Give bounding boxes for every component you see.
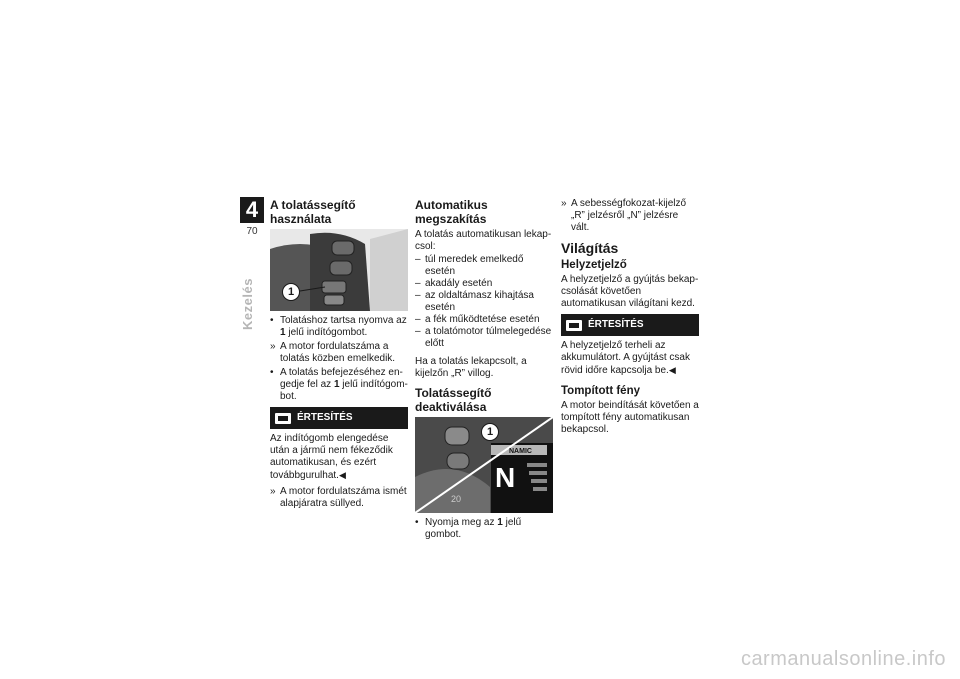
low-beam-text: A motor beindítását követően a tompított fény automatikusan bekapcsol. bbox=[561, 400, 699, 435]
list-item bbox=[415, 517, 553, 541]
list-item bbox=[270, 486, 408, 510]
display-mode-text: NAMIC bbox=[509, 448, 532, 455]
result-mark: » bbox=[270, 341, 276, 352]
section-heading-reverse-assist: A tolatássegítő használata bbox=[270, 198, 356, 226]
item-ref: 1 bbox=[497, 517, 503, 528]
watermark: carmanualsonline.info bbox=[740, 648, 946, 670]
figure-callout-1: 1 bbox=[282, 283, 300, 301]
item-text: Nyomja meg az bbox=[425, 517, 495, 528]
column-1 bbox=[270, 198, 408, 512]
speedo-number: 20 bbox=[451, 494, 462, 504]
list-item bbox=[270, 367, 408, 403]
subheading-position-light: Helyzetjelző bbox=[561, 259, 627, 271]
chapter-title: Kezelés bbox=[240, 278, 255, 330]
item-tail: jelű gombot. bbox=[425, 517, 522, 540]
gear-indicator: N bbox=[495, 462, 516, 493]
subheading-low-beam: Tompított fény bbox=[561, 385, 640, 397]
section-heading-auto-cutoff: Automatikus megszakítás bbox=[415, 198, 488, 226]
notice-title: ÉRTESÍTÉS bbox=[588, 319, 644, 330]
list-item: – a fék működtetése esetén bbox=[415, 314, 540, 325]
item-text: A motor fordulatszáma ismét alapjáratra süllyed. bbox=[280, 486, 407, 509]
item-tail: jelű indítógombot. bbox=[280, 379, 408, 402]
notice-bar bbox=[270, 407, 408, 429]
notice-text: Az indítógomb elengedése után a jármű nem fékeződik automatikusan, és ezért továbbgurulhat.◀ bbox=[270, 433, 393, 481]
item-text: Tolatáshoz tartsa nyomva az bbox=[280, 315, 407, 326]
instrument-figure bbox=[415, 417, 553, 513]
intro-text: A tolatás automatikusan lekapcsol: bbox=[415, 229, 552, 252]
list-item bbox=[561, 198, 699, 234]
section-heading-deactivation: Tolatássegítő deaktiválása bbox=[415, 386, 492, 414]
item-ref: 1 bbox=[280, 327, 286, 338]
blink-text: Ha a tolatás lekapcsolt, a kijelzőn „R” villog. bbox=[415, 356, 527, 379]
handlebar-switch-figure bbox=[270, 229, 408, 311]
list-item: – túl meredek emelkedő esetén bbox=[415, 254, 524, 277]
notice-text: A helyzetjelző terheli az akkumulátort. A gyújtást csak rövid időre kapcsolja be.◀ bbox=[561, 340, 690, 376]
list-item bbox=[270, 341, 408, 365]
chapter-number: 4 bbox=[240, 197, 264, 223]
bullet-mark: • bbox=[415, 517, 419, 528]
item-text: A sebességfokozat-kijelző „R” jelzésről „N” jelzésre vált. bbox=[571, 198, 687, 233]
column-3 bbox=[561, 198, 699, 440]
position-light-text: A helyzetjelző a gyújtás bekapcsolását követően automatikusan világítani kezd. bbox=[561, 274, 699, 309]
column-2 bbox=[415, 198, 553, 543]
item-tail: jelű indítógombot. bbox=[288, 327, 368, 338]
figure-callout-1: 1 bbox=[481, 423, 499, 441]
notice-icon bbox=[566, 320, 582, 331]
list-item: – a tolatómotor túlmelegedése előtt bbox=[415, 326, 552, 349]
end-mark-icon: ◀ bbox=[338, 470, 346, 480]
bullet-mark: • bbox=[270, 315, 274, 326]
end-mark-icon: ◀ bbox=[668, 365, 676, 375]
item-text: A tolatás befejezéséhez engedje fel az bbox=[280, 367, 403, 390]
page-number: 70 bbox=[246, 226, 258, 237]
result-mark: » bbox=[561, 198, 567, 209]
item-ref: 1 bbox=[333, 379, 340, 390]
list-item bbox=[270, 315, 408, 339]
notice-title: ÉRTESÍTÉS bbox=[297, 412, 353, 423]
bullet-mark: • bbox=[270, 367, 274, 378]
item-text: A motor fordulatszáma a tolatás közben emelkedik. bbox=[280, 341, 396, 364]
result-mark: » bbox=[270, 486, 276, 497]
list-item: – az oldaltámasz kihajtása esetén bbox=[415, 290, 534, 313]
notice-bar bbox=[561, 314, 699, 336]
section-heading-lighting: Világítás bbox=[561, 240, 619, 256]
notice-icon bbox=[275, 413, 291, 424]
list-item: – akadály esetén bbox=[415, 278, 493, 289]
